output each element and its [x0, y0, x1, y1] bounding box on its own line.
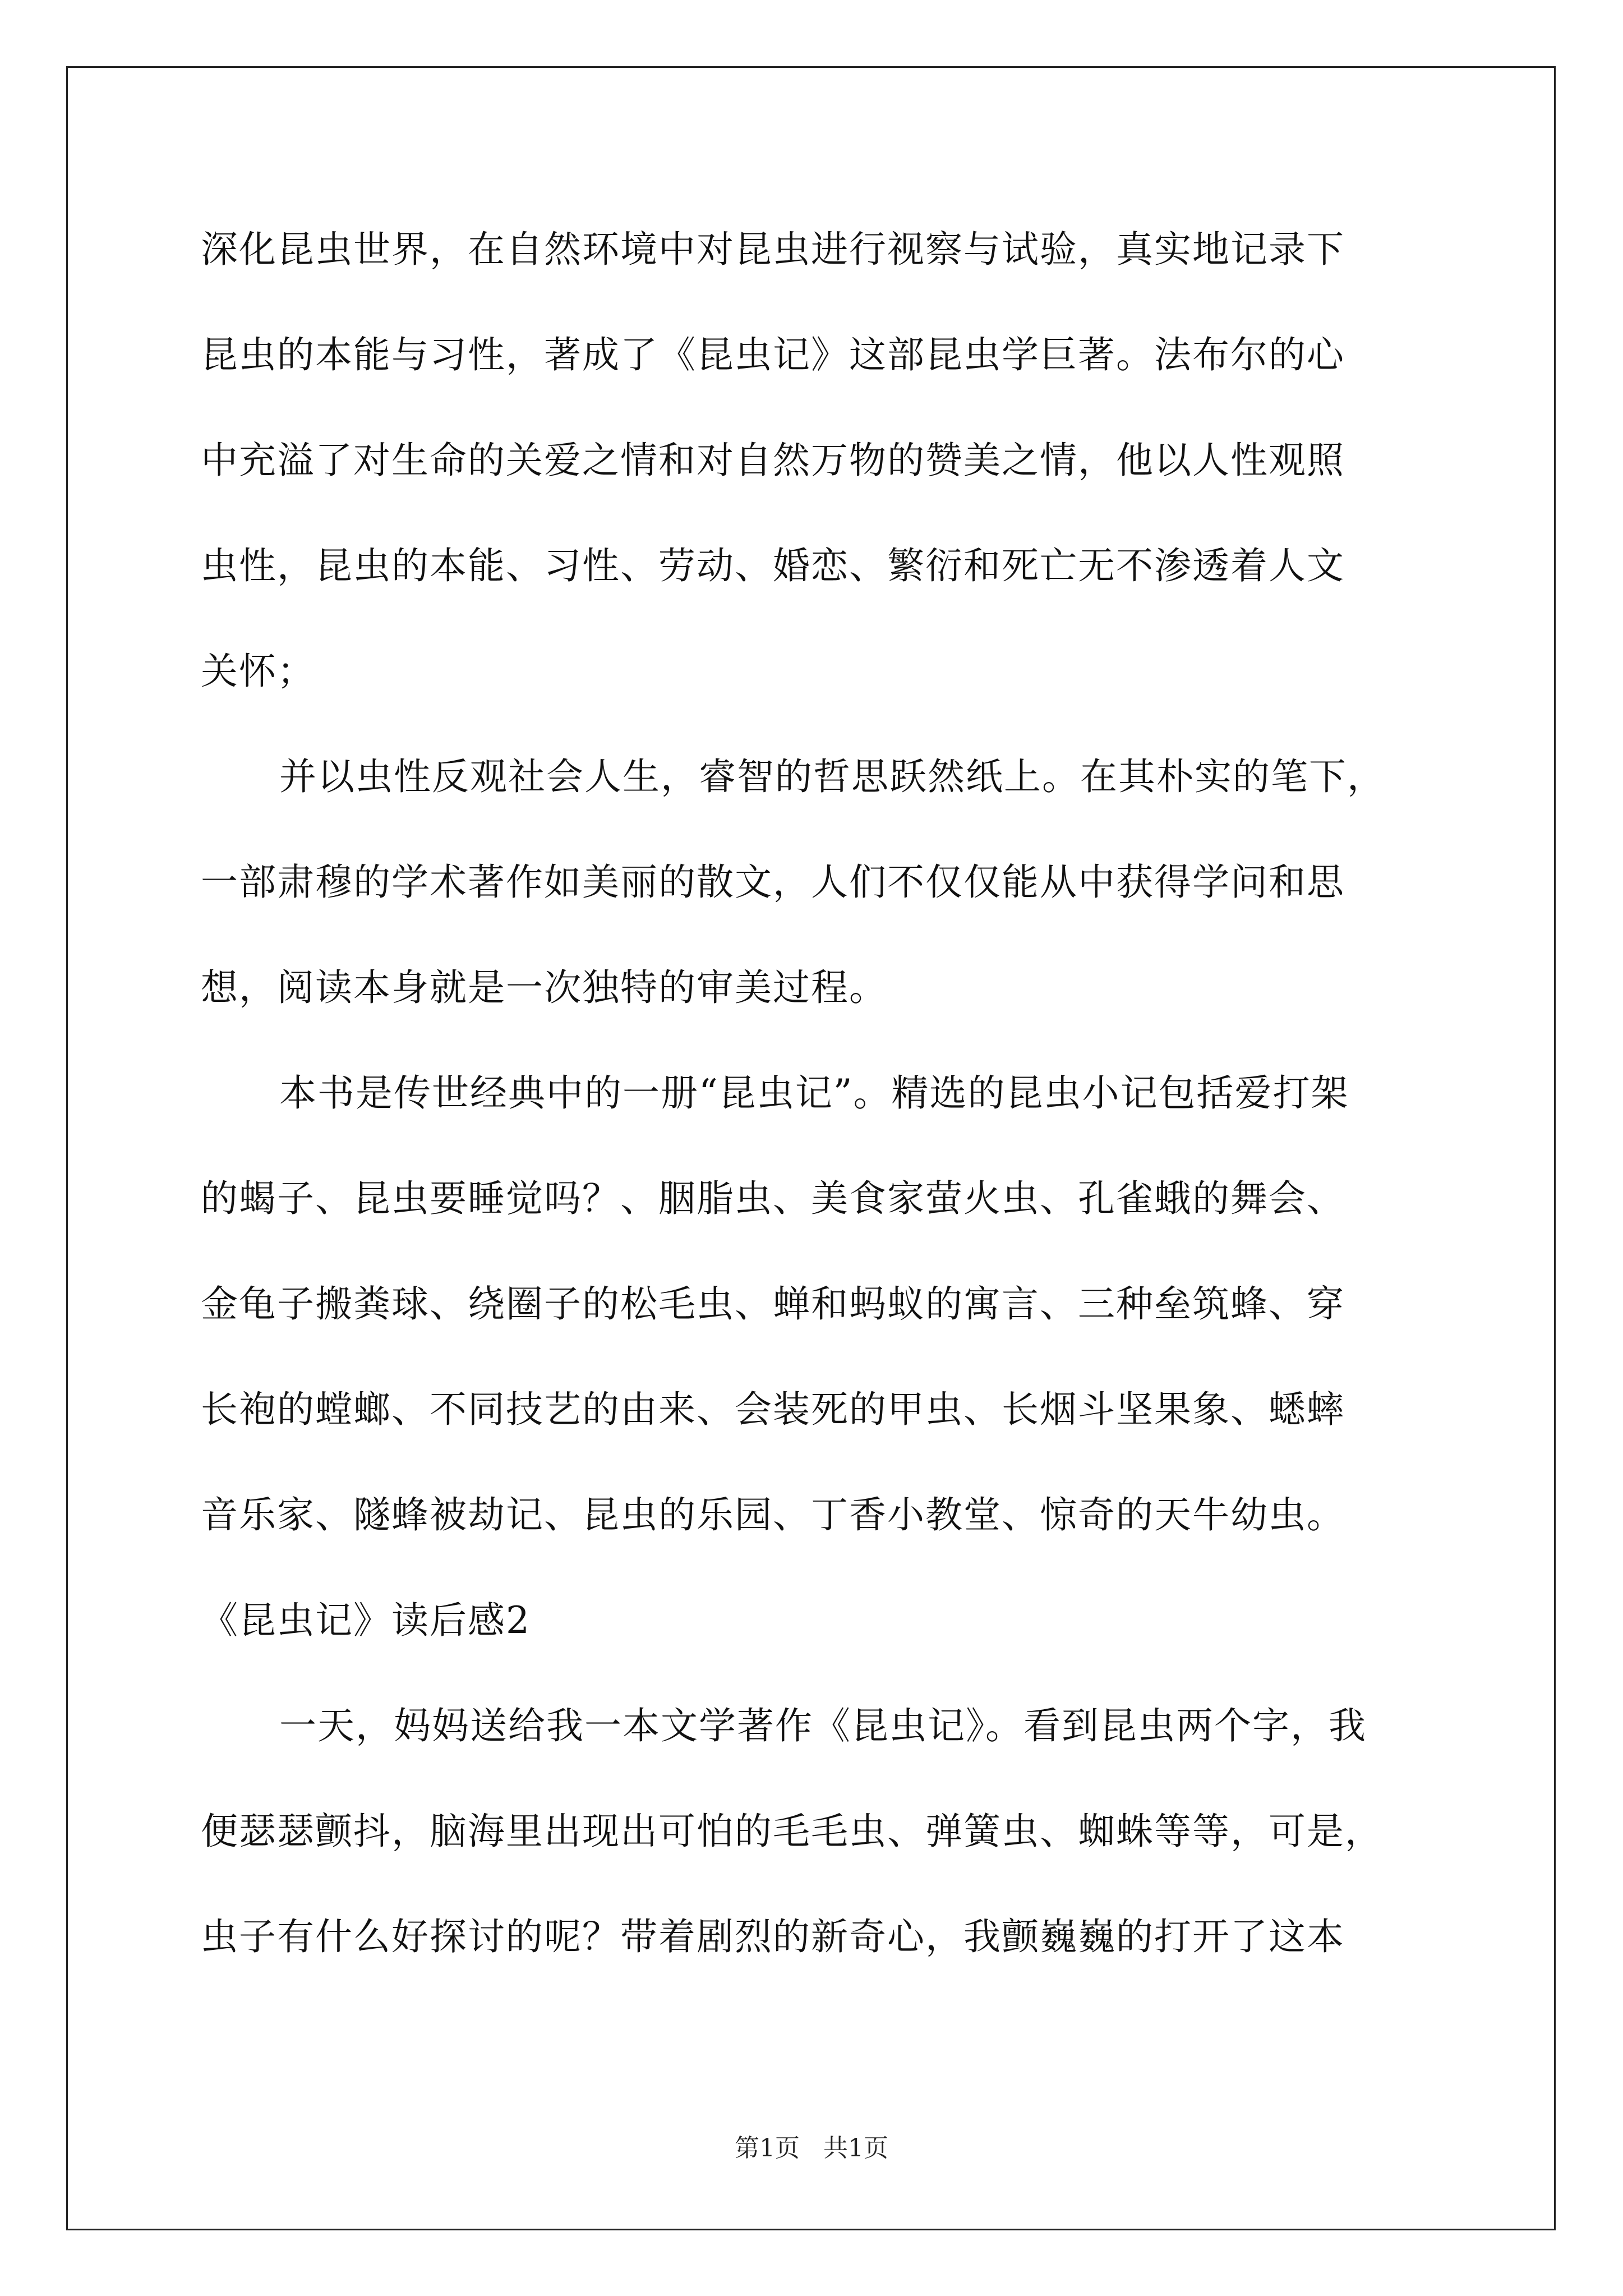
paragraph-first-line: 并以虫性反观社会人生，睿智的哲思跃然纸上。在其朴实的笔下，: [279, 755, 1385, 798]
text-line: 虫子有什么好探讨的呢？带着剧烈的新奇心，我颤巍巍的打开了这本: [201, 1915, 1345, 1958]
page-number: 第1页: [735, 2134, 800, 2162]
text-line: 便瑟瑟颤抖，脑海里出现出可怕的毛毛虫、弹簧虫、蜘蛛等等，可是，: [201, 1810, 1383, 1853]
text-line: 的蝎子、昆虫要睡觉吗？、胭脂虫、美食家萤火虫、孔雀蛾的舞会、: [201, 1177, 1345, 1220]
text-line: 中充溢了对生命的关爱之情和对自然万物的赞美之情，他以人性观照: [201, 439, 1345, 482]
text-line: 深化昆虫世界，在自然环境中对昆虫进行视察与试验，真实地记录下: [201, 228, 1345, 271]
text-line: 长袍的螳螂、不同技艺的由来、会装死的甲虫、长烟斗坚果象、蟋蟀: [201, 1388, 1345, 1431]
text-line: 音乐家、隧蜂被劫记、昆虫的乐园、丁香小教堂、惊奇的天牛幼虫。: [201, 1493, 1345, 1536]
section-heading: 《昆虫记》读后感2: [201, 1599, 531, 1642]
page-total: 共1页: [823, 2134, 888, 2162]
page-border: [66, 66, 1556, 2230]
text-line: 关怀；: [201, 650, 315, 693]
paragraph-first-line: 本书是传世经典中的一册“昆虫记”。精选的昆虫小记包括爱打架: [279, 1071, 1349, 1115]
text-line: 一部肃穆的学术著作如美丽的散文，人们不仅仅能从中获得学问和思: [201, 861, 1345, 904]
page-footer: [0, 2132, 1623, 2165]
text-line: 想，阅读本身就是一次独特的审美过程。: [201, 966, 887, 1009]
text-line: 昆虫的本能与习性，著成了《昆虫记》这部昆虫学巨著。法布尔的心: [201, 333, 1345, 376]
text-line: 虫性，昆虫的本能、习性、劳动、婚恋、繁衍和死亡无不渗透着人文: [201, 544, 1345, 587]
paragraph-first-line: 一天，妈妈送给我一本文学著作《昆虫记》。看到昆虫两个字，我: [279, 1704, 1367, 1747]
text-line: 金龟子搬粪球、绕圈子的松毛虫、蝉和蚂蚁的寓言、三种垒筑蜂、穿: [201, 1282, 1345, 1326]
